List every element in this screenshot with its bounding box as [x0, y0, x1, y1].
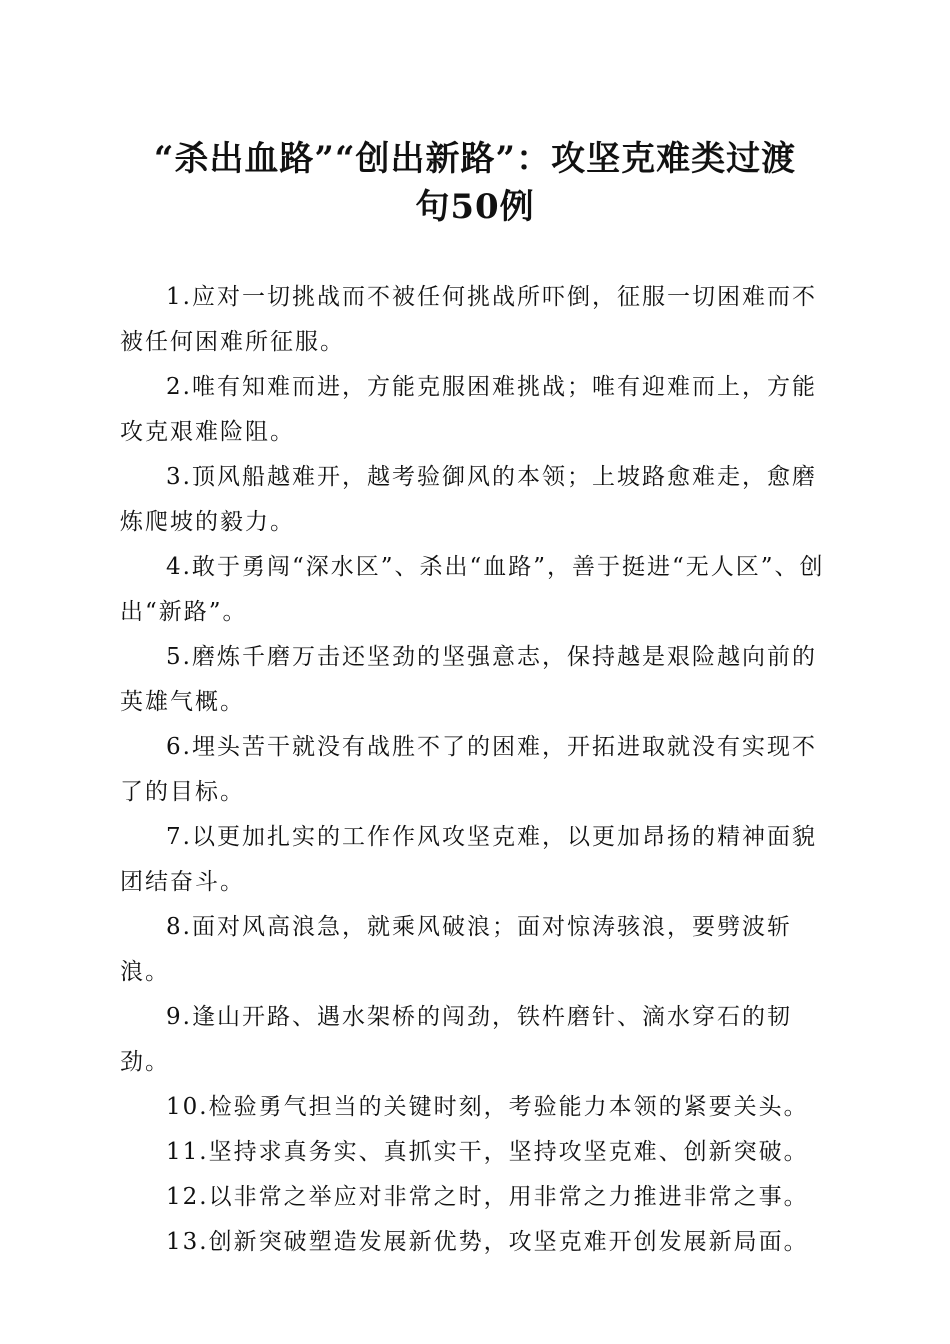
list-item: 2.唯有知难而进，方能克服困难挑战；唯有迎难而上，方能攻克艰难险阻。	[120, 374, 817, 445]
list-item: 9.逢山开路、遇水架桥的闯劲，铁杵磨针、滴水穿石的韧劲。	[120, 1004, 792, 1075]
list-item: 12.以非常之举应对非常之时，用非常之力推进非常之事。	[166, 1184, 809, 1210]
list-item: 6.埋头苦干就没有战胜不了的困难，开拓进取就没有实现不了的目标。	[120, 734, 817, 805]
list-item: 11.坚持求真务实、真抓实干，坚持攻坚克难、创新突破。	[166, 1139, 809, 1165]
document-title	[95, 135, 855, 231]
list-item: 4.敢于勇闯“深水区”、杀出“血路”，善于挺进“无人区”、创出“新路”。	[120, 554, 825, 625]
document-body	[120, 275, 840, 1265]
list-item: 10.检验勇气担当的关键时刻，考验能力本领的紧要关头。	[166, 1094, 809, 1120]
title-line-1: “杀出血路”“创出新路”：攻坚克难类过渡	[153, 139, 797, 179]
list-item: 1.应对一切挑战而不被任何挑战所吓倒，征服一切困难而不被任何困难所征服。	[120, 284, 817, 355]
list-item: 13.创新突破塑造发展新优势，攻坚克难开创发展新局面。	[166, 1229, 809, 1255]
list-item: 5.磨炼千磨万击还坚劲的坚强意志，保持越是艰险越向前的英雄气概。	[120, 644, 817, 715]
title-line-2: 句50例	[415, 187, 535, 227]
list-item: 8.面对风高浪急，就乘风破浪；面对惊涛骇浪，要劈波斩浪。	[120, 914, 792, 985]
list-item: 3.顶风船越难开，越考验御风的本领；上坡路愈难走，愈磨炼爬坡的毅力。	[120, 464, 817, 535]
list-item: 7.以更加扎实的工作作风攻坚克难，以更加昂扬的精神面貌团结奋斗。	[120, 824, 817, 895]
